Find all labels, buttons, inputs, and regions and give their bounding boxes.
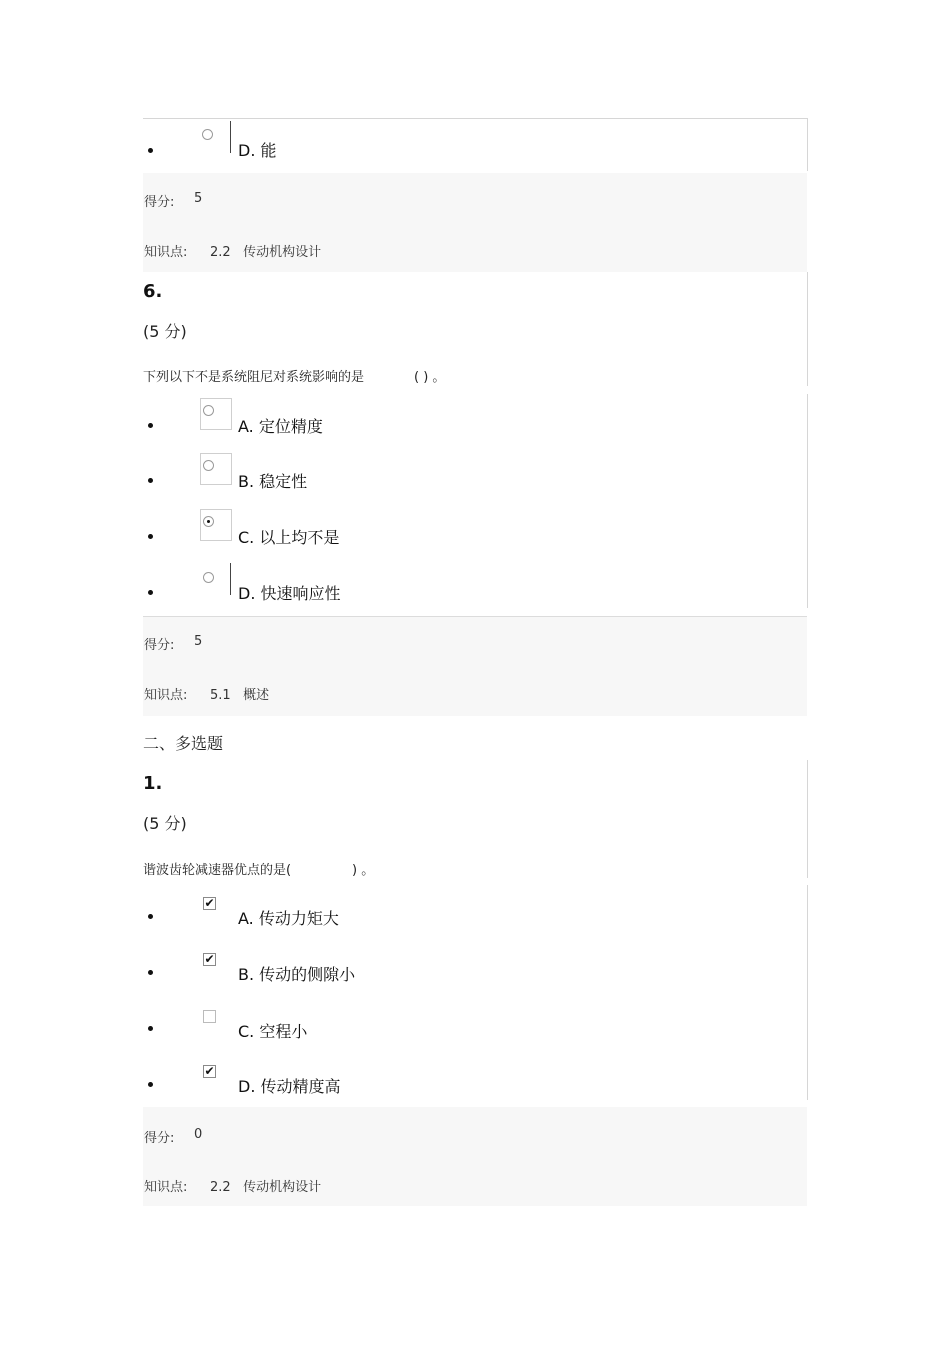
score-value: 5 xyxy=(194,634,203,649)
checkbox-m1-c[interactable] xyxy=(203,1010,216,1023)
knowledge-value: 2.2 传动机构设计 xyxy=(210,1180,322,1195)
radio-q6-c-selected[interactable] xyxy=(203,516,214,527)
knowledge-label: 知识点: xyxy=(144,688,188,703)
knowledge-value: 5.1 概述 xyxy=(210,688,270,703)
radio-q6-a[interactable] xyxy=(203,405,214,416)
question-blank: ) 。 xyxy=(352,863,375,878)
bullet xyxy=(148,423,153,428)
question-points: (5 分) xyxy=(143,814,187,833)
score-value: 0 xyxy=(194,1127,203,1142)
bullet xyxy=(148,148,153,153)
score-label: 得分: xyxy=(144,195,175,210)
section-title: 二、多选题 xyxy=(143,734,224,753)
question-points: (5 分) xyxy=(143,322,187,341)
divider xyxy=(230,563,231,595)
question-stem: 谐波齿轮减速器优点的是( xyxy=(143,863,292,878)
bullet xyxy=(148,914,153,919)
bullet xyxy=(148,970,153,975)
question-stem: 下列以下不是系统阻尼对系统影响的是 xyxy=(143,370,365,385)
bullet xyxy=(148,534,153,539)
radio-q6-d[interactable] xyxy=(203,572,214,583)
checkbox-m1-a-checked[interactable]: ✔ xyxy=(204,896,215,910)
score-value: 5 xyxy=(194,191,203,206)
bullet xyxy=(148,590,153,595)
option-label-q6-d: D. 快速响应性 xyxy=(238,584,341,603)
score-label: 得分: xyxy=(144,638,175,653)
score-label: 得分: xyxy=(144,1131,175,1146)
option-label-q6-c: C. 以上均不是 xyxy=(238,528,340,547)
radio-q5-d[interactable] xyxy=(202,129,213,140)
radio-q6-b[interactable] xyxy=(203,460,214,471)
question-number: 1. xyxy=(143,773,163,794)
knowledge-label: 知识点: xyxy=(144,245,188,260)
knowledge-label: 知识点: xyxy=(144,1180,188,1195)
checkbox-m1-d-checked[interactable]: ✔ xyxy=(204,1064,215,1078)
option-label-q6-b: B. 稳定性 xyxy=(238,472,308,491)
option-label-m1-a: A. 传动力矩大 xyxy=(238,909,339,928)
divider xyxy=(230,121,231,153)
option-label-m1-b: B. 传动的侧隙小 xyxy=(238,965,356,984)
question-blank: ( ) 。 xyxy=(414,370,446,385)
bullet xyxy=(148,478,153,483)
checkbox-m1-b-checked[interactable]: ✔ xyxy=(204,952,215,966)
option-label-q5-d: D. 能 xyxy=(238,141,277,160)
option-label-m1-c: C. 空程小 xyxy=(238,1022,308,1041)
question-number: 6. xyxy=(143,281,163,302)
option-label-q6-a: A. 定位精度 xyxy=(238,417,323,436)
bullet xyxy=(148,1026,153,1031)
knowledge-value: 2.2 传动机构设计 xyxy=(210,245,322,260)
bullet xyxy=(148,1082,153,1087)
option-label-m1-d: D. 传动精度高 xyxy=(238,1077,341,1096)
